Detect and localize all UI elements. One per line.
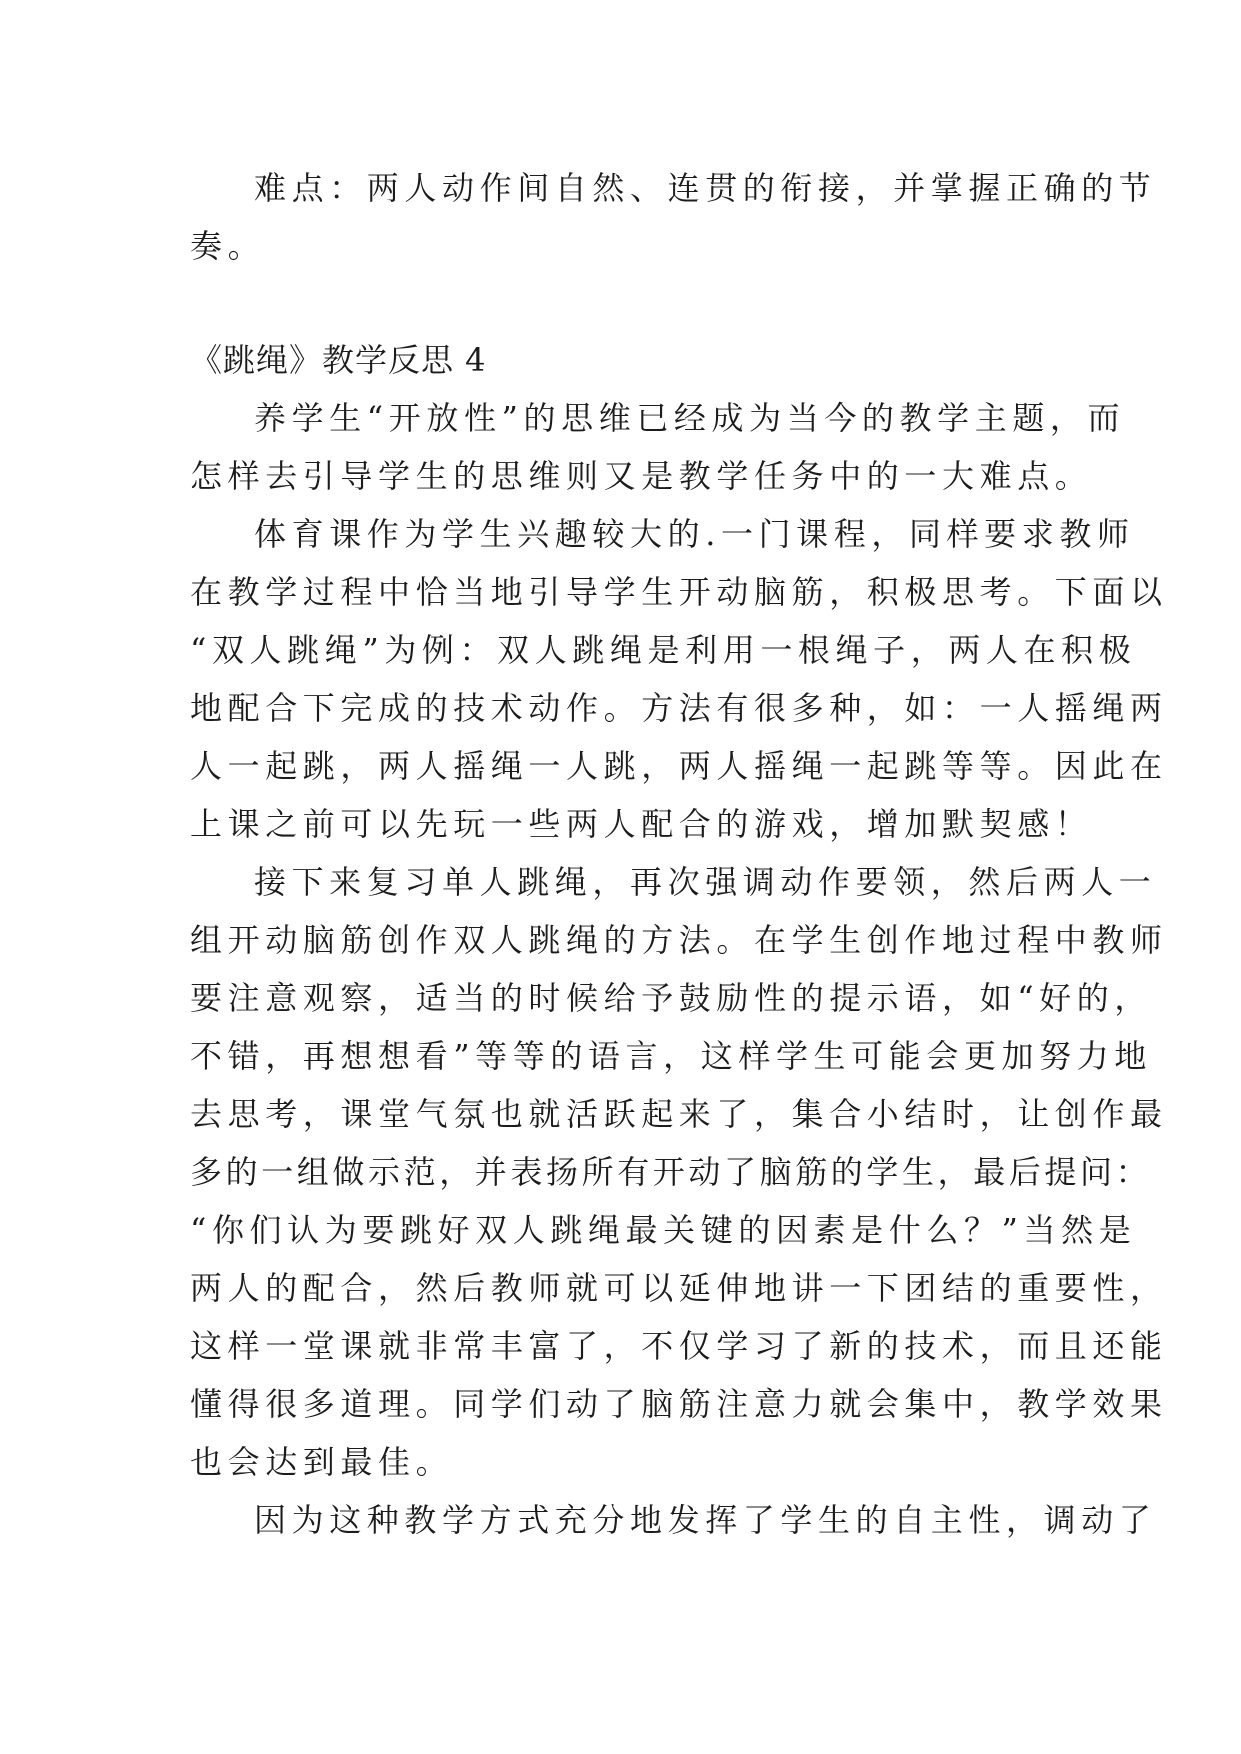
text-line: 这样一堂课就非常丰富了，不仅学习了新的技术，而且还能 xyxy=(190,1327,1168,1365)
text-line: 难点：两人动作间自然、连贯的衔接，并掌握正确的节 xyxy=(254,169,1157,207)
text-line: 懂得很多道理。同学们动了脑筋注意力就会集中，教学效果 xyxy=(190,1385,1168,1423)
text-line: 多的一组做示范，并表扬所有开动了脑筋的学生，最后提问： xyxy=(190,1153,1152,1191)
text-line: 组开动脑筋创作双人跳绳的方法。在学生创作地过程中教师 xyxy=(190,921,1168,959)
text-line: 去思考，课堂气氛也就活跃起来了，集合小结时，让创作最 xyxy=(190,1095,1168,1133)
text-line: 两人的配合，然后教师就可以延伸地讲一下团结的重要性， xyxy=(190,1269,1168,1307)
text-line: 体育课作为学生兴趣较大的.一门课程，同样要求教师 xyxy=(254,515,1135,553)
text-line: 也会达到最佳。 xyxy=(190,1443,454,1481)
text-line: “双人跳绳”为例：双人跳绳是利用一根绳子，两人在积极 xyxy=(190,631,1137,669)
text-line: 要注意观察，适当的时候给予鼓励性的提示语，如“好的， xyxy=(190,979,1152,1017)
text-line: 养学生“开放性”的思维已经成为当今的教学主题，而 xyxy=(254,399,1126,437)
section-heading: 《跳绳》教学反思 4 xyxy=(190,341,487,379)
text-line: 奏。 xyxy=(190,227,266,265)
text-line: 上课之前可以先玩一些两人配合的游戏，增加默契感！ xyxy=(190,805,1093,843)
text-line: 地配合下完成的技术动作。方法有很多种，如：一人摇绳两 xyxy=(190,689,1168,727)
text-line: 不错，再想想看”等等的语言，这样学生可能会更加努力地 xyxy=(190,1037,1152,1075)
text-line: 在教学过程中恰当地引导学生开动脑筋，积极思考。下面以 xyxy=(190,573,1168,611)
text-line: “你们认为要跳好双人跳绳最关键的因素是什么？”当然是 xyxy=(190,1211,1137,1249)
text-line: 人一起跳，两人摇绳一人跳，两人摇绳一起跳等等。因此在 xyxy=(190,747,1168,785)
text-line: 接下来复习单人跳绳，再次强调动作要领，然后两人一 xyxy=(254,863,1157,901)
text-line: 因为这种教学方式充分地发挥了学生的自主性，调动了 xyxy=(254,1501,1157,1539)
text-line: 怎样去引导学生的思维则又是教学任务中的一大难点。 xyxy=(190,457,1093,495)
